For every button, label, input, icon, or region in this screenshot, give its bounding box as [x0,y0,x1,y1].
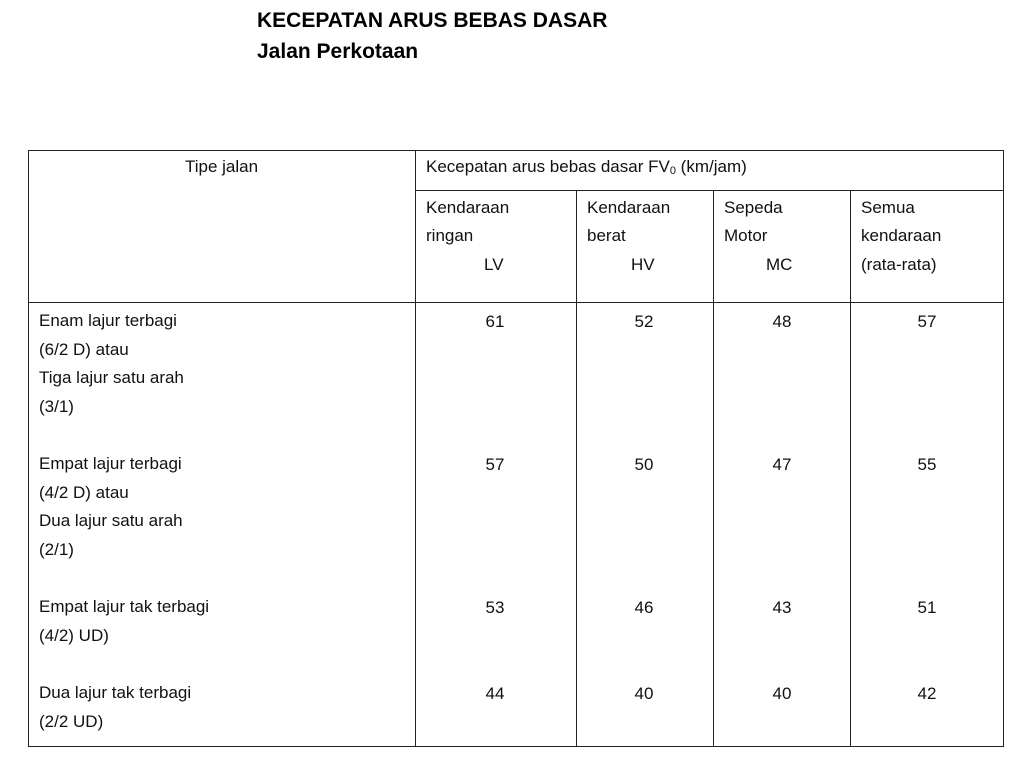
cell-hv: 40 [634,684,654,703]
cell-mc: 40 [772,684,792,703]
title-line-2: Jalan Perkotaan [257,40,419,63]
cell-mc: 43 [772,598,792,617]
col-divider-1 [415,150,416,747]
header-body-divider [28,302,1004,303]
table-border-right [1003,150,1004,747]
cell-all: 57 [917,312,937,331]
header-group-divider [415,190,1004,191]
cell-lv: 57 [485,455,505,474]
cell-all: 42 [917,684,937,703]
table-border-left [28,150,29,747]
title-line-1: KECEPATAN ARUS BEBAS DASAR [257,9,608,32]
cell-hv: 50 [634,455,654,474]
cell-lv: 44 [485,684,505,703]
cell-all: 55 [917,455,937,474]
col-divider-3 [713,190,714,747]
cell-mc: 48 [772,312,792,331]
cell-hv: 46 [634,598,654,617]
header-road-type: Tipe jalan [184,157,259,176]
col-divider-2 [576,190,577,747]
cell-all: 51 [917,598,937,617]
cell-hv: 52 [634,312,654,331]
table-border-bottom [28,746,1004,747]
cell-mc: 47 [772,455,792,474]
header-speed-group: Kecepatan arus bebas dasar FV0 (km/jam) [426,157,747,177]
cell-lv: 53 [485,598,505,617]
col-divider-4 [850,190,851,747]
cell-lv: 61 [485,312,505,331]
table-border-top [28,150,1004,151]
